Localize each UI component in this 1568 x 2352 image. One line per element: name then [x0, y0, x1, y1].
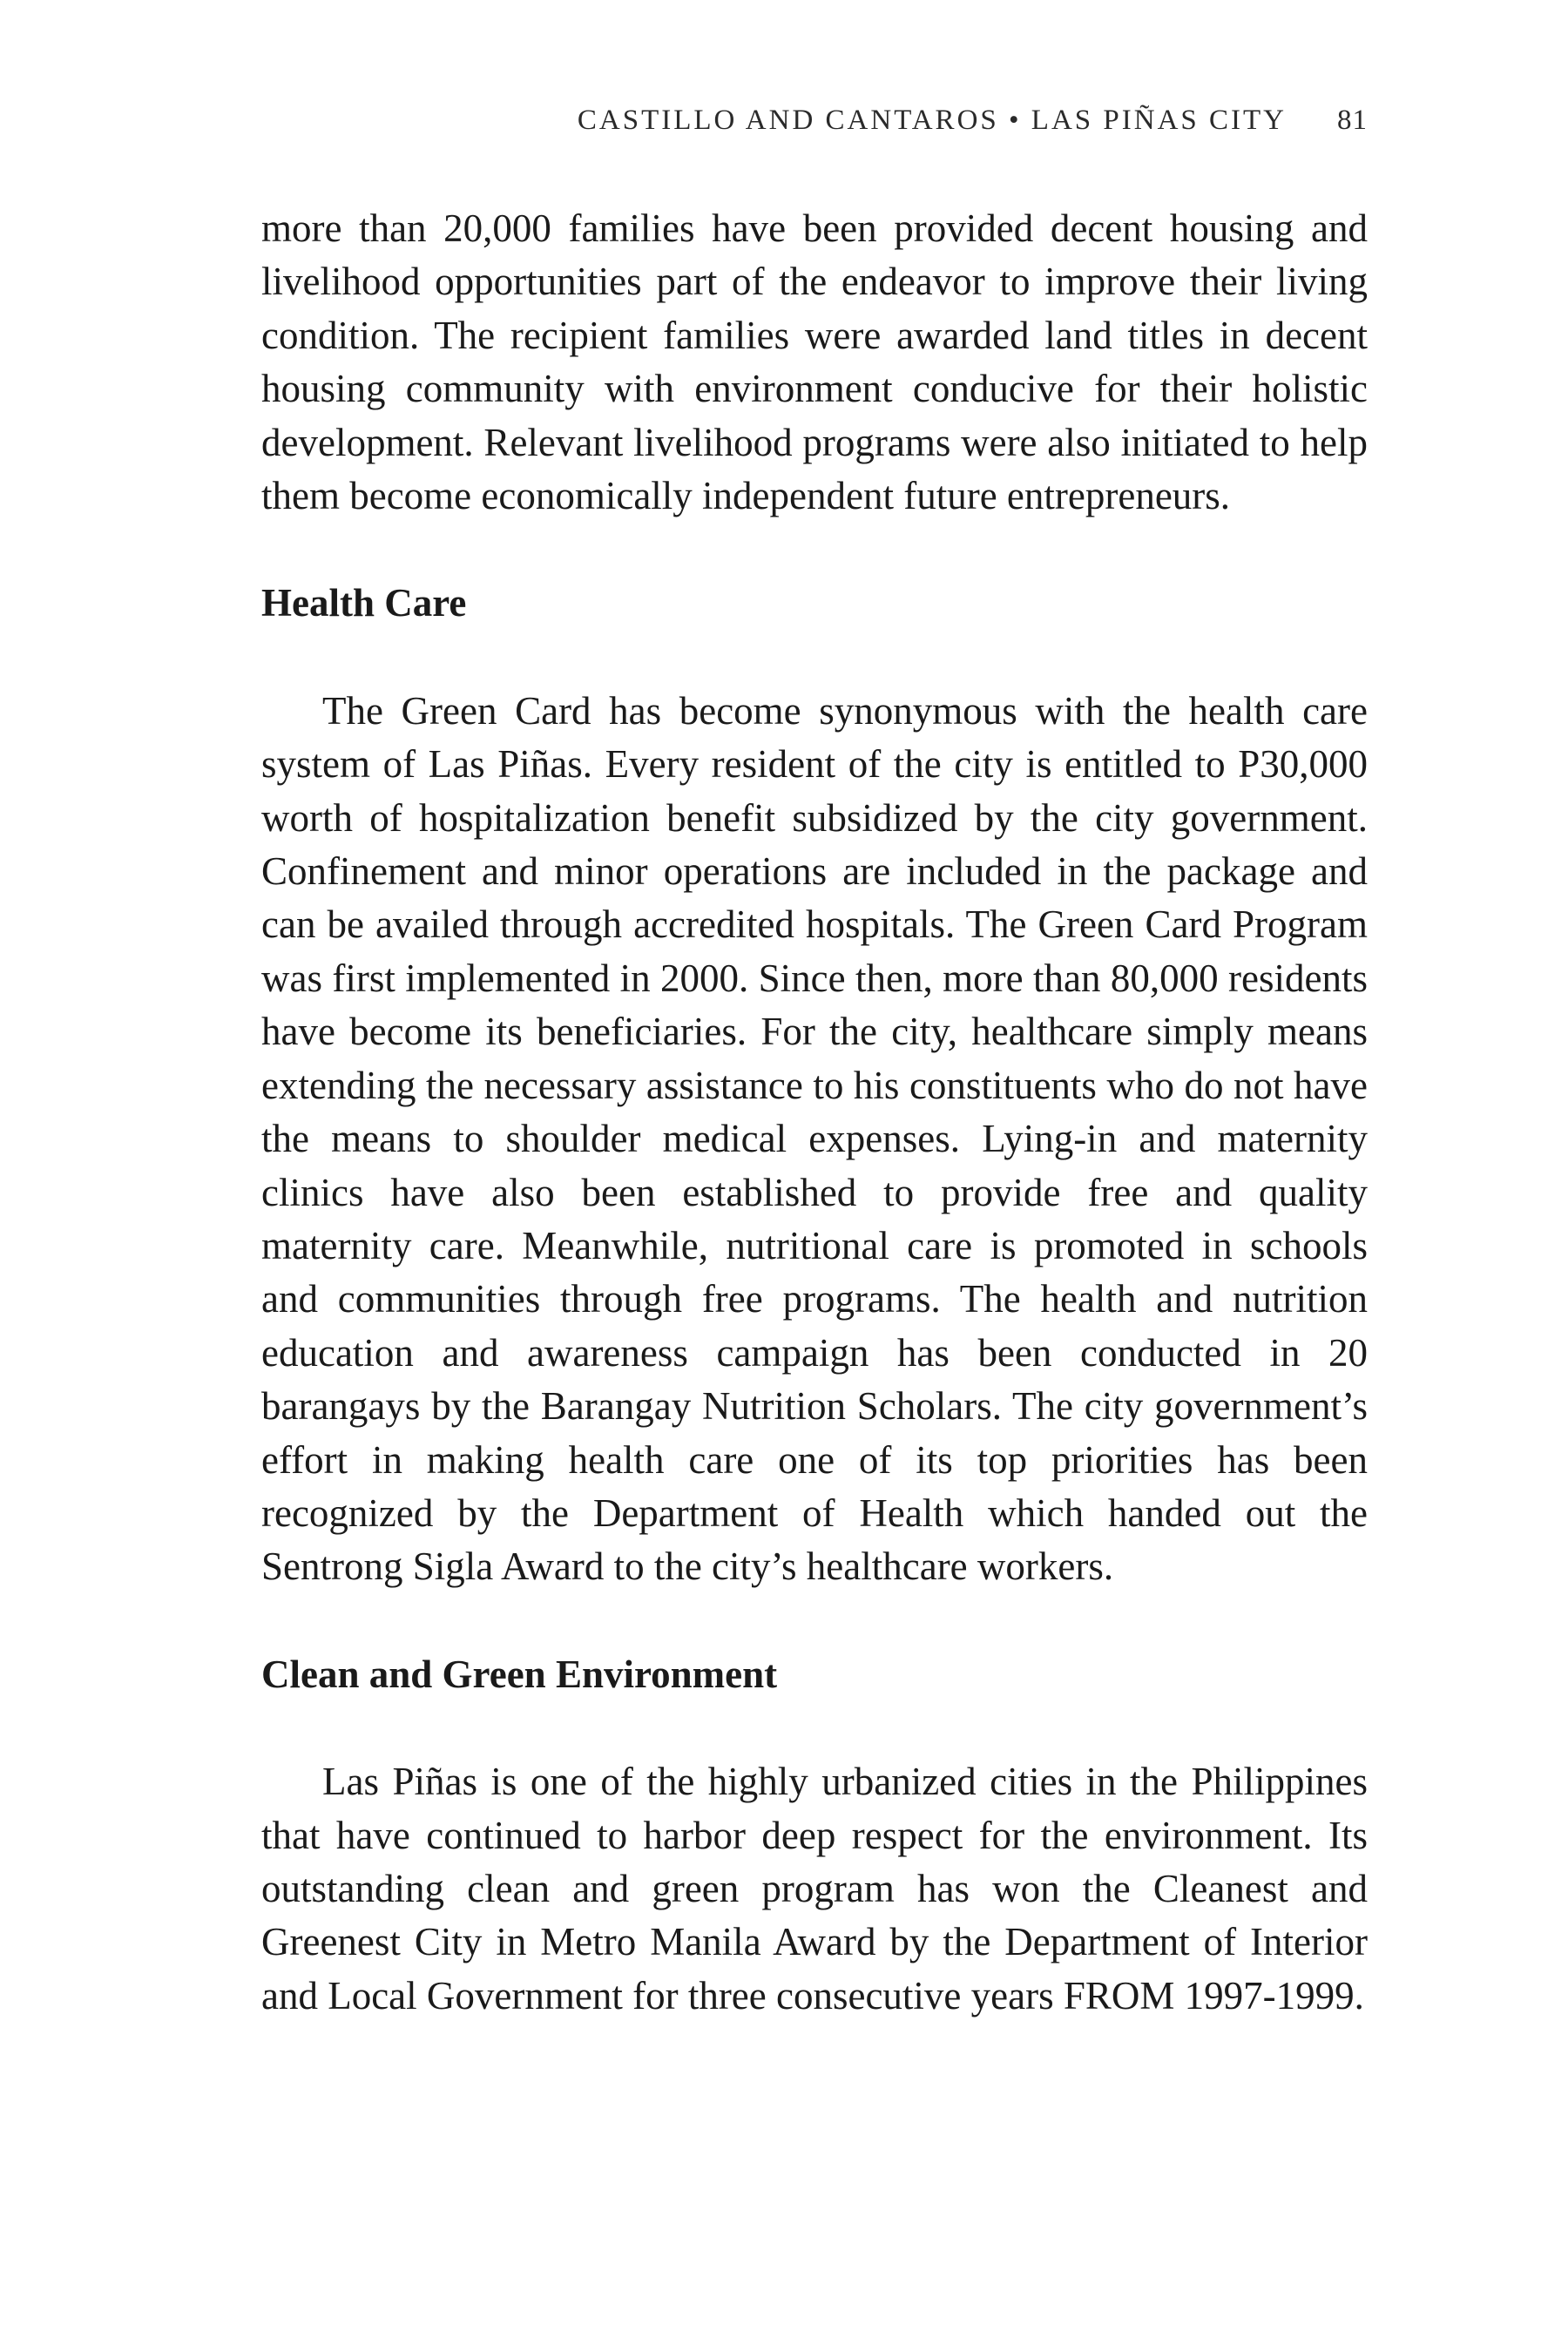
spacer: [261, 1701, 1368, 1755]
page-number: 81: [1337, 105, 1368, 136]
paragraph-clean-green-environment: Las Piñas is one of the highly urbanized cities in the Philippines that have continued to harbor deep respect for the environment. Its outstanding clean and green program has won the Cleanest and Greenest City in Metro Manila Award by the Department of Interior and Local Government for three consecutive years FROM 1997-1999.: [261, 1760, 1368, 2017]
continued-paragraph: more than 20,000 families have been provided decent housing and livelihood opportunities part of the endeavor to improve their living condition. The recipient families were awarded land titles in decent housing community with environment conducive for their holistic development. Relevant livelihood programs were also initiated to help them become economically independent future entrepreneurs.: [261, 206, 1368, 518]
spacer: [261, 631, 1368, 685]
paragraph-health-care: The Green Card has become synonymous with the health care system of Las Piñas. Every resident of the city is entitled to P30,000 worth of hospitalization benefit subsidized by the city government. Confinement and minor operations are included in the package and can be availed through accredited hospitals. The Green Card Program was first implemented in 2000. Since then, more than 80,000 residents have become its beneficiaries. For the city, healthcare simply means extending the necessary assistance to his constituents who do not have the means to shoulder medical expenses. Lying-in and maternity clinics have also been established to provide free and quality maternity care. Meanwhile, nutritional care is promoted in schools and communities through free programs. The health and nutrition education and awareness campaign has been conducted in 20 barangays by the Barangay Nutrition Scholars. The city government’s effort in making health care one of its top priorities has been recognized by the Department of Health which handed out the Sentrong Sigla Award to the city’s healthcare workers.: [261, 688, 1368, 1589]
heading-health-care: Health Care: [261, 581, 467, 625]
running-head-title: CASTILLO AND CANTAROS • LAS PIÑAS CITY: [577, 105, 1287, 136]
spacer: [261, 1594, 1368, 1648]
heading-clean-green-environment: Clean and Green Environment: [261, 1652, 778, 1696]
page-body: [261, 202, 1368, 2023]
running-head: [261, 105, 1368, 137]
spacer: [261, 523, 1368, 577]
